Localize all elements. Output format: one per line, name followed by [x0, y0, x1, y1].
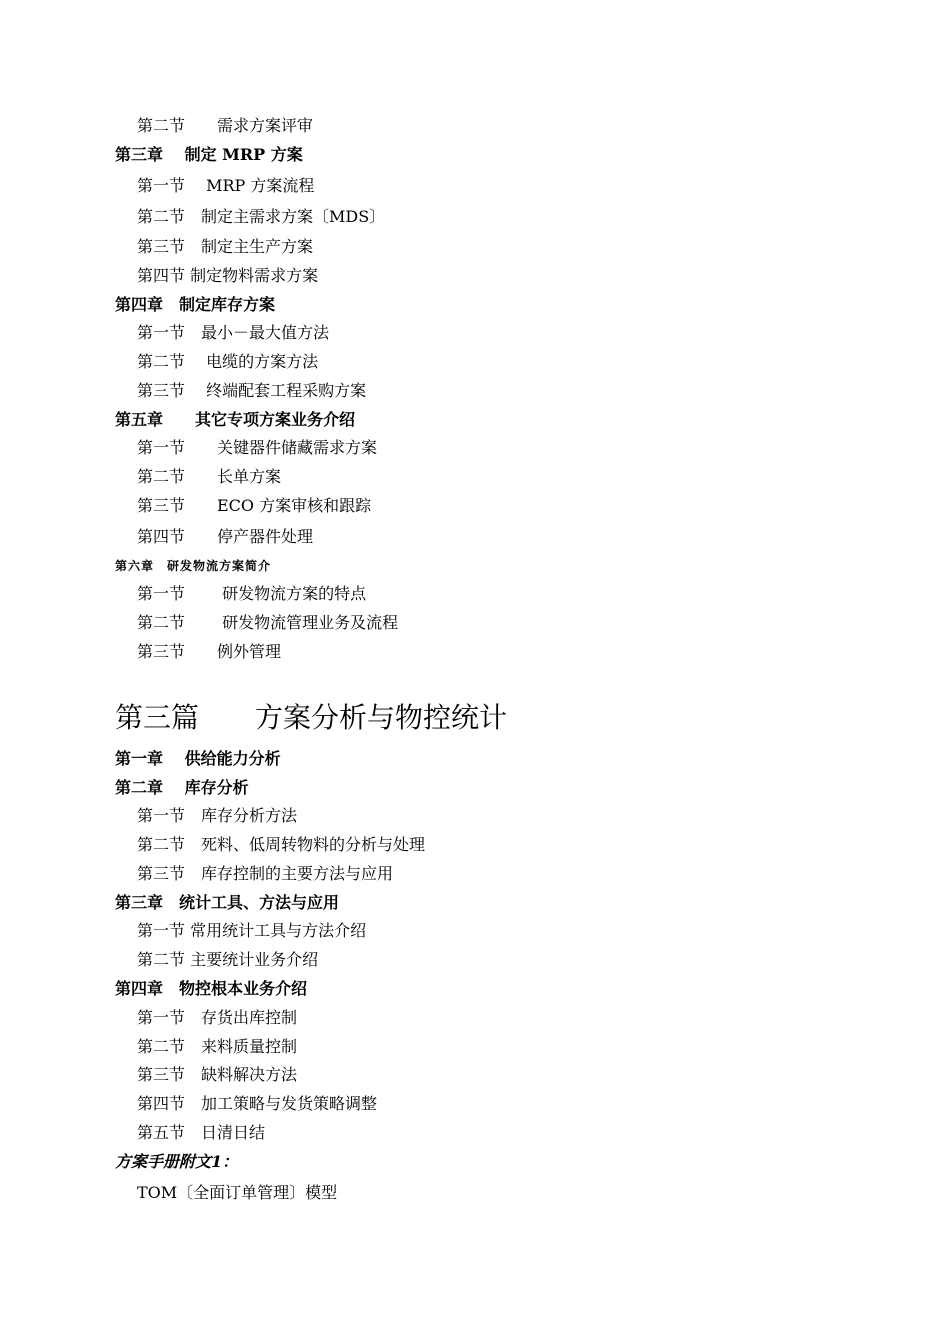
toc-section: 第三节 ECO 方案审核和跟踪 [137, 496, 372, 515]
toc-chapter: 第四章 制定库存方案 [115, 295, 276, 314]
toc-section: 第二节 研发物流管理业务及流程 [137, 613, 399, 632]
toc-section: 第一节 MRP 方案流程 [137, 176, 315, 195]
toc-section: 第三节 缺料解决方法 [137, 1065, 298, 1084]
toc-section: 第二节 死料、低周转物料的分析与处理 [137, 835, 426, 854]
toc-chapter: 第三章 制定 MRP 方案 [115, 145, 303, 164]
toc-section: 第二节 需求方案评审 [137, 116, 314, 135]
toc-section: 第二节 电缆的方案方法 [137, 352, 319, 371]
toc-chapter: 第四章 物控根本业务介绍 [115, 979, 308, 998]
toc-section: 第一节 研发物流方案的特点 [137, 584, 367, 603]
toc-section: 第一节 关键器件储藏需求方案 [137, 438, 378, 457]
toc-section: 第一节 存货出库控制 [137, 1008, 298, 1027]
toc-section: 第三节 制定主生产方案 [137, 237, 314, 256]
toc-section: 第三节 例外管理 [137, 642, 282, 661]
toc-section: 第四节 停产器件处理 [137, 527, 314, 546]
toc-section: 第一节 最小－最大值方法 [137, 323, 330, 342]
toc-section: 第二节 制定主需求方案〔MDS〕 [137, 207, 386, 226]
toc-section: 第一节 常用统计工具与方法介绍 [137, 921, 367, 940]
toc-chapter: 第二章 库存分析 [115, 778, 249, 797]
toc-section: 第三节 终端配套工程采购方案 [137, 381, 367, 400]
toc-section: 第一节 库存分析方法 [137, 806, 298, 825]
toc-appendix-heading: 方案手册附文1： [115, 1152, 239, 1171]
toc-section: 第四节 加工策略与发货策略调整 [137, 1094, 378, 1113]
toc-chapter: 第三章 统计工具、方法与应用 [115, 893, 340, 912]
toc-appendix-item: TOM〔全面订单管理〕模型 [137, 1183, 338, 1202]
toc-section: 第三节 库存控制的主要方法与应用 [137, 864, 394, 883]
toc-chapter: 第五章 其它专项方案业务介绍 [115, 410, 356, 429]
toc-section: 第二节 主要统计业务介绍 [137, 950, 319, 969]
toc-section: 第二节 长单方案 [137, 467, 282, 486]
toc-section: 第二节 来料质量控制 [137, 1037, 298, 1056]
toc-chapter: 第六章 研发物流方案简介 [115, 559, 272, 573]
toc-chapter: 第一章 供给能力分析 [115, 749, 281, 768]
toc-section: 第五节 日清日结 [137, 1123, 266, 1142]
toc-section: 第四节 制定物料需求方案 [137, 266, 319, 285]
toc-part-title: 第三篇 方案分析与物控统计 [115, 701, 508, 734]
